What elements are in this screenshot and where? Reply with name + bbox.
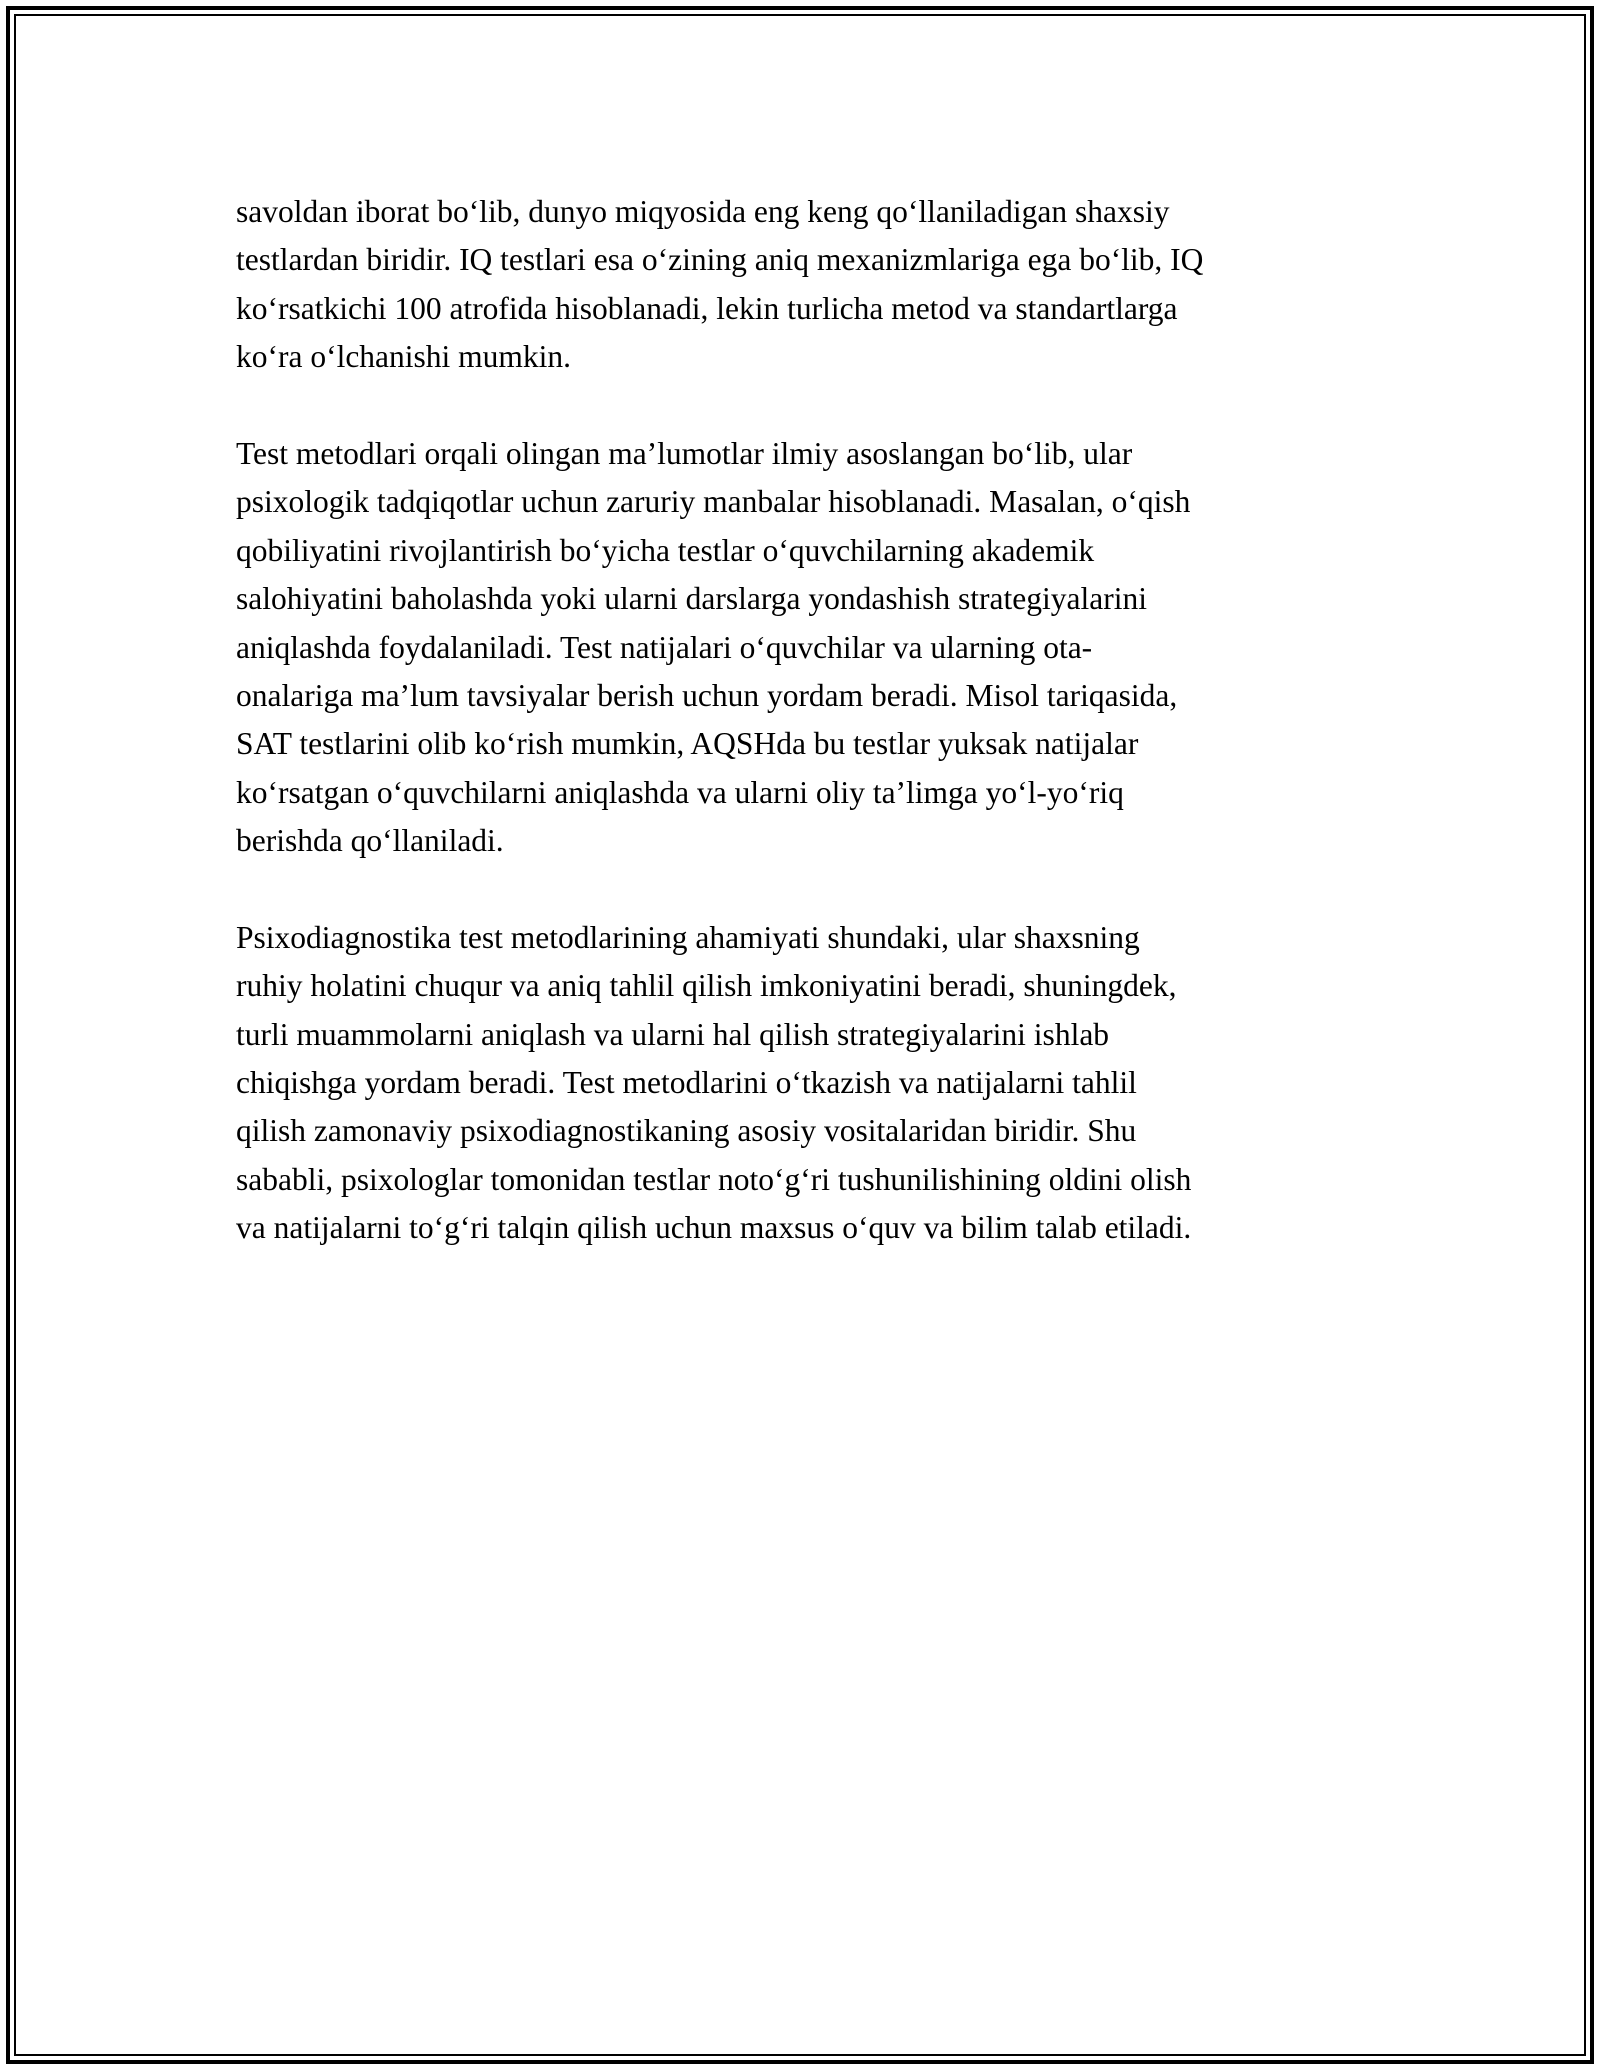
text-line: sababli, psixologlar tomonidan testlar noto‘g‘ri tushunilishining oldini olish bbox=[236, 1161, 1192, 1197]
text-line: Test metodlari orqali olingan ma’lumotlar ilmiy asoslangan bo‘lib, ular bbox=[236, 435, 1133, 471]
text-line: qobiliyatini rivojlantirish bo‘yicha testlar o‘quvchilarning akademik bbox=[236, 532, 1095, 568]
text-line: ko‘rsatkichi 100 atrofida hisoblanadi, lekin turlicha metod va standartlarga bbox=[236, 290, 1178, 326]
text-line: qilish zamonaviy psixodiagnostikaning asosiy vositalaridan biridir. Shu bbox=[236, 1113, 1137, 1149]
text-line: salohiyatini baholashda yoki ularni darslarga yondashish strategiyalarini bbox=[236, 581, 1147, 617]
text-line: Psixodiagnostika test metodlarining ahamiyati shundaki, ular shaxsning bbox=[236, 919, 1140, 955]
text-line: savoldan iborat bo‘lib, dunyo miqyosida eng keng qo‘llaniladigan shaxsiy bbox=[236, 194, 1170, 229]
text-line: va natijalarni to‘g‘ri talqin qilish uchun maxsus o‘quv va bilim talab etiladi. bbox=[236, 1210, 1192, 1246]
text-line: ruhiy holatini chuqur va aniq tahlil qilish imkoniyatini beradi, shuningdek, bbox=[236, 968, 1177, 1004]
paragraph-3 bbox=[236, 914, 1386, 1253]
text-line: SAT testlarini olib ko‘rish mumkin, AQSHda bu testlar yuksak natijalar bbox=[236, 726, 1139, 762]
paragraph-1 bbox=[236, 188, 1386, 382]
text-line: testlardan biridir. IQ testlari esa o‘zining aniq mexanizmlariga ega bo‘lib, IQ bbox=[236, 242, 1204, 278]
text-line: ko‘rsatgan o‘quvchilarni aniqlashda va ularni oliy ta’limga yo‘l-yo‘riq bbox=[236, 774, 1124, 810]
text-line: ko‘ra o‘lchanishi mumkin. bbox=[236, 339, 572, 375]
text-line: berishda qo‘llaniladi. bbox=[236, 823, 504, 859]
text-line: psixologik tadqiqotlar uchun zaruriy manbalar hisoblanadi. Masalan, o‘qish bbox=[236, 484, 1191, 520]
text-line: aniqlashda foydalaniladi. Test natijalari o‘quvchilar va ularning ota- bbox=[236, 629, 1093, 665]
text-line: turli muammolarni aniqlash va ularni hal qilish strategiyalarini ishlab bbox=[236, 1016, 1110, 1052]
document-body bbox=[236, 188, 1386, 1301]
text-line: chiqishga yordam beradi. Test metodlarini o‘tkazish va natijalarni tahlil bbox=[236, 1065, 1137, 1101]
paragraph-2 bbox=[236, 430, 1386, 866]
text-line: onalariga ma’lum tavsiyalar berish uchun yordam beradi. Misol tariqasida, bbox=[236, 677, 1178, 713]
